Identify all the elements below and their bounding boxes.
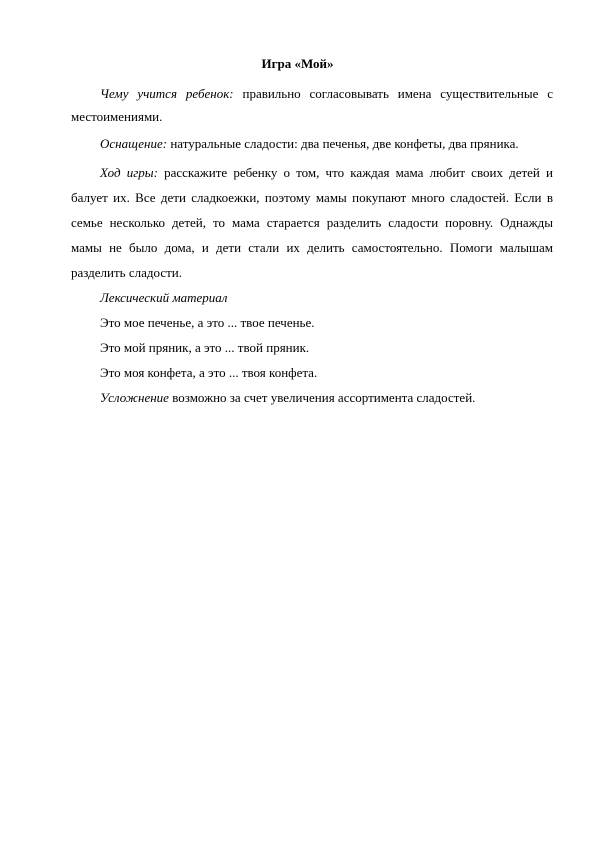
complication-text: возможно за счет увеличения ассортимента сладостей. (168, 390, 476, 405)
lexical-heading: Лексический материал (100, 290, 228, 305)
document-title: Игра «Мой» (261, 56, 334, 71)
procedure-paragraph (71, 160, 553, 285)
lexical-line: Это мое печенье, а это ... твое печенье. (100, 315, 315, 330)
lexical-line: Это моя конфета, а это ... твоя конфета. (100, 365, 318, 380)
goal-label: Чему учится ребенок: (100, 86, 234, 101)
goal-paragraph (71, 82, 553, 128)
equipment-text: натуральные сладости: два печенья, две конфеты, два пряника. (167, 136, 519, 151)
document-body (71, 82, 553, 410)
procedure-label: Ход игры: (100, 165, 158, 180)
procedure-text: расскажите ребенку о том, что каждая мама любит своих детей и балует их. Все дети сладкоежки, поэтому мамы покупают много сладостей. Если в семье несколько детей, то мама старается разделить сладости поровну. Однажды мамы не было дома, и дети стали их делить самостоятельно. Помоги малышам разделить сладости. (71, 165, 553, 280)
complication-paragraph (71, 385, 553, 410)
complication-label: Усложнение (100, 390, 169, 405)
lexical-line: Это мой пряник, а это ... твой пряник. (100, 340, 310, 355)
equipment-label: Оснащение: (100, 136, 168, 151)
equipment-paragraph (71, 131, 553, 156)
goal-text: правильно согласовывать имена существительные с местоимениями. (71, 86, 553, 124)
